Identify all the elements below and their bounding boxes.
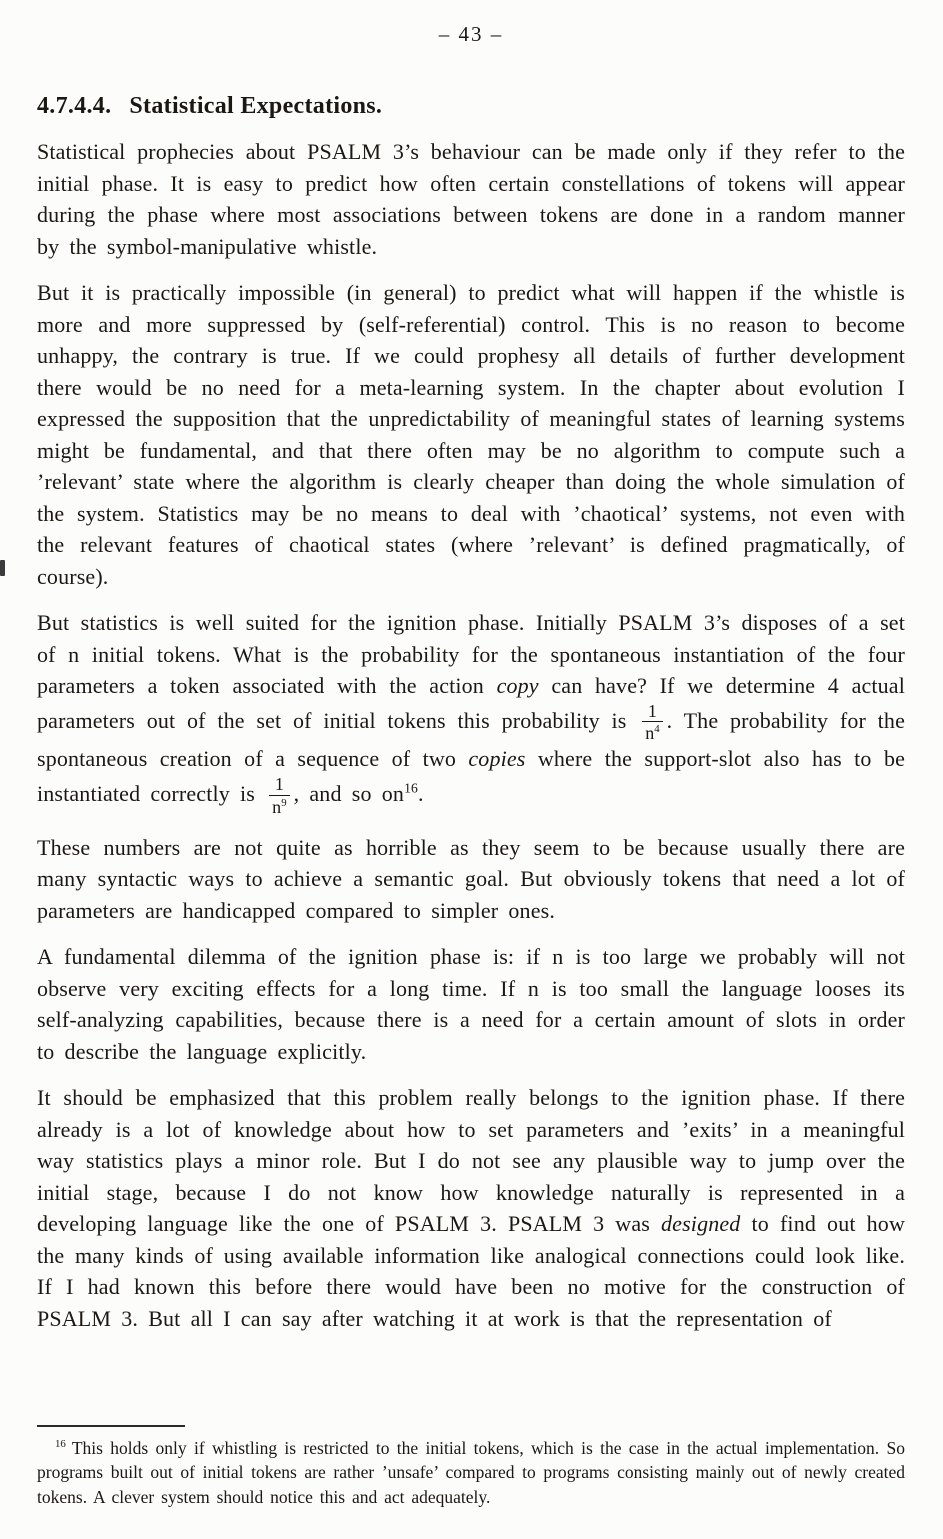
text-run: to find out how the many kinds of using available information like analogical connections could look like. If I had known this before there would have been no motive for the construction of PSALM 3. But all I can say after watching it at work is that the representation of (37, 1211, 905, 1331)
text-run: designed (661, 1211, 741, 1237)
text-run: . The probability for the spontaneous creation of a sequence of two (37, 707, 906, 772)
footnote-text: This holds only if whistling is restricted to the initial tokens, which is the case in the actual implementation. So programs built out of initial tokens are rather ’unsafe’ compared to programs consisting mainly out of newly created tokens. A clever system should notice this and act adequately. (37, 1437, 905, 1507)
paragraph (37, 277, 905, 592)
text-run: It should be emphasized that this problem really belongs to the ignition phase. If there already is a lot of knowledge about how to set parameters and ’exits’ in a meaningful way statistics plays a minor role. But I do not see any plausible way to jump over the initial stage, because I do not know how knowledge naturally is represented in a developing language like the one of PSALM 3. PSALM 3 was (37, 1085, 905, 1237)
footnote-marker: 16 (55, 1437, 66, 1450)
footnote-block (37, 1425, 905, 1510)
text-run: Statistical prophecies about PSALM 3’s behaviour can be made only if they refer to the initial phase. It is easy to predict how often certain constellations of tokens will appear during the phase where most associations between tokens are done in a random manner by the symbol-manipulative whistle. (37, 139, 905, 259)
paragraph (37, 607, 905, 817)
text-run: But it is practically impossible (in general) to predict what will happen if the whistle is more and more suppressed by (self-referential) control. This is no reason to become unhappy, the contrary is true. If we could prophesy all details of further development there would be no need for a meta-learning system. In the chapter about evolution I expressed the supposition that the unpredictability of meaningful states of learning systems might be fundamental, and that there often may be no algorithm to compute such a ’relevant’ state where the algorithm is clearly cheaper than doing the whole simulation of the system. Statistics may be no means to deal with ’chaotical’ systems, not even with the relevant features of chaotical states (where ’relevant’ is defined pragmatically, of course). (37, 280, 905, 589)
paragraph (37, 136, 905, 262)
text-run: A fundamental dilemma of the ignition phase is: if n is too large we probably will not observe very exciting effects for a long time. If n is too small the language looses its self-analyzing capabilities, because there is a need for a certain amount of slots in order to describe the language explicitly. (37, 944, 905, 1064)
text-run: These numbers are not quite as horrible as they seem to be because usually there are many syntactic ways to achieve a semantic goal. But obviously tokens that need a lot of parameters are handicapped compared to simpler ones. (37, 834, 905, 923)
page-number: – 43 – (438, 22, 504, 46)
text-run: where the support-slot also has to be instantiated correctly is (37, 746, 906, 806)
footnote-separator (37, 1425, 185, 1427)
section-title: Statistical Expectations. (129, 93, 383, 119)
body-paragraphs (37, 120, 905, 1334)
text-run: can have? If we determine 4 actual parameters out of the set of initial tokens this probability is (37, 673, 905, 733)
text-run: But statistics is well suited for the ignition phase. Initially PSALM 3’s disposes of a set of n initial tokens. What is the probability for the spontaneous instantiation of the four parameters a token associated with the action (37, 610, 905, 698)
inline-fraction: $\frac{1}{n^4}$ (642, 702, 662, 744)
scan-artifact (0, 560, 5, 576)
section-heading (37, 93, 905, 120)
inline-fraction: $\frac{1}{n^9}$ (269, 775, 289, 817)
paragraph (37, 1082, 905, 1334)
text-run: copy (496, 673, 539, 698)
text-run: . (418, 780, 424, 806)
paragraph (37, 941, 905, 1067)
footnote (37, 1436, 905, 1510)
text-run: , and so on (293, 780, 405, 806)
section-number: 4.7.4.4. (37, 93, 112, 119)
footnote-reference: 16 (404, 780, 419, 796)
paragraph (37, 832, 905, 927)
text-run: copies (468, 746, 526, 772)
